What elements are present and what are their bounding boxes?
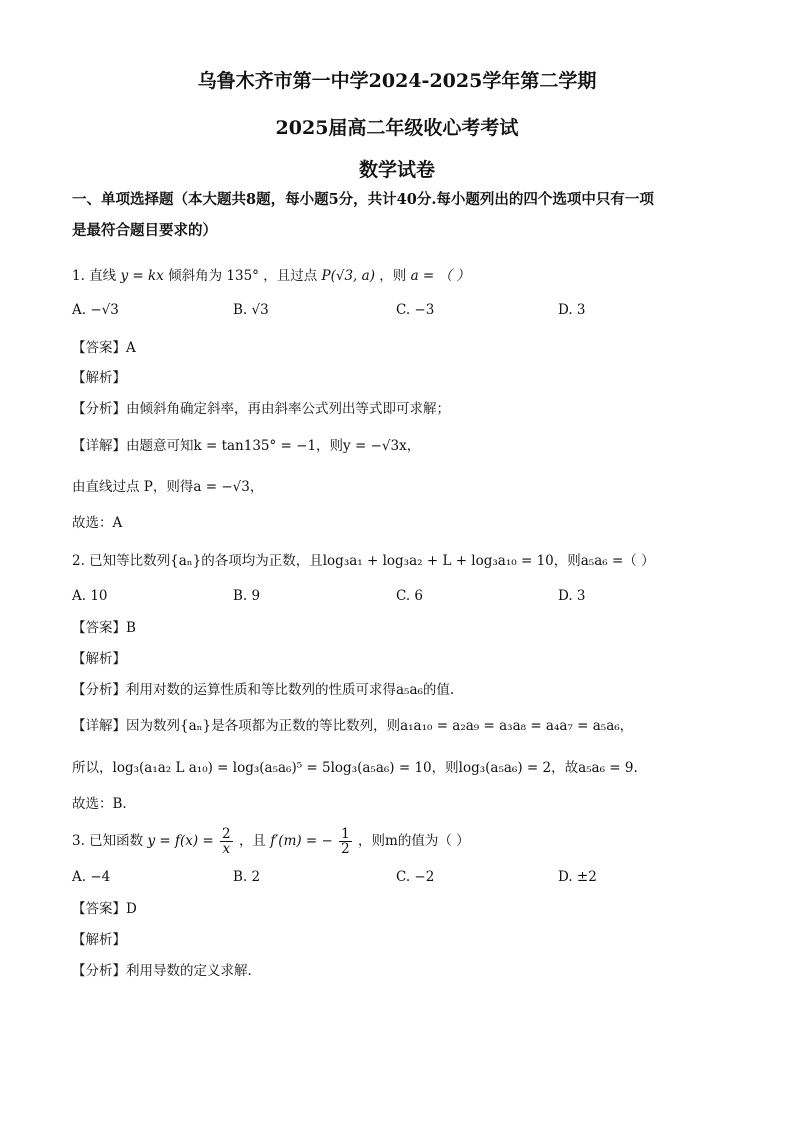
q2-analysis-tag: 【解析】: [72, 651, 126, 667]
section-heading-line-1: 一、单项选择题（本大题共8题，每小题5分，共计40分.每小题列出的四个选项中只有一项: [72, 191, 654, 208]
q1-fenxi-text: 由倾斜角确定斜率，再由斜率公式列出等式即可求解；: [126, 401, 450, 417]
q1-xiangjie-tag: 【详解】: [72, 438, 126, 454]
q3-fenxi-tag: 【分析】: [72, 963, 126, 979]
q3-option-b: B. 2: [233, 869, 261, 885]
q1-stem-num: 1. 直线: [72, 268, 117, 284]
q3-option-c: C. −2: [396, 869, 435, 885]
section-heading-line-2: 是最符合题目要求的）: [72, 222, 217, 239]
q3-frac2-num: 1: [341, 826, 350, 842]
q1-answer-tag: 【答案】: [72, 340, 126, 356]
q3-frac1-den: x: [222, 841, 231, 857]
q1-fenxi: [72, 399, 450, 419]
q3-answer-value: D: [126, 901, 137, 917]
q3-stem-expr: y = f(x) =: [147, 833, 214, 849]
q2-fenxi-text: 利用对数的运算性质和等比数列的性质可求得a₅a₆的值.: [126, 682, 455, 698]
q1-fenxi-tag: 【分析】: [72, 401, 126, 417]
q2-detail-line-2: 所以，log₃(a₁a₂ L a₁₀) = log₃(a₅a₆)⁵ = 5log₃(a₅a₆) = 10，则log₃(a₅a₆) = 2，故a₅a₆ = 9.: [72, 760, 638, 776]
q3-frac2-den: 2: [341, 841, 350, 857]
q1-xiangjie: [72, 436, 420, 456]
q1-option-b: B. √3: [233, 302, 269, 318]
q1-analysis-tag: 【解析】: [72, 370, 126, 386]
q2-choice: 故选：B.: [72, 796, 127, 812]
q2-option-d: D. 3: [558, 588, 586, 604]
q2-option-b: B. 9: [233, 588, 261, 604]
q1-stem-point: P(√3, a): [321, 268, 375, 284]
q2-answer-value: B: [126, 620, 136, 636]
q2-fenxi-tag: 【分析】: [72, 682, 126, 698]
q3-answer: [72, 899, 137, 919]
q1-stem-ask: a = （ ）: [410, 268, 470, 284]
q2-answer-tag: 【答案】: [72, 620, 126, 636]
q3-stem-num: 3. 已知函数: [72, 833, 144, 849]
q3-fenxi-text: 利用导数的定义求解.: [126, 963, 252, 979]
q1-xiangjie-text: 由题意可知k = tan135° = −1，则y = −√3x，: [126, 438, 421, 454]
q1-answer: [72, 338, 136, 358]
q3-stem-expr2: f′(m) = −: [270, 833, 333, 849]
q3-frac1-num: 2: [222, 826, 231, 842]
q1-option-c: C. −3: [396, 302, 435, 318]
q3-stem: [72, 826, 470, 856]
q2-xiangjie-text: 因为数列{aₙ}是各项都为正数的等比数列，则a₁a₁₀ = a₂a₉ = a₃a₈ = a₄a₇ = a₅a₆，: [126, 718, 634, 734]
q1-option-d: D. 3: [558, 302, 586, 318]
q3-option-d: D. ±2: [558, 869, 597, 885]
q2-answer: [72, 618, 136, 638]
q1-stem-angle: 135°: [226, 268, 259, 284]
q2-stem: 2. 已知等比数列{aₙ}的各项均为正数，且log₃a₁ + log₃a₂ + L + log₃a₁₀ = 10，则a₅a₆ =（ ）: [72, 553, 655, 569]
q1-choice: 故选：A: [72, 515, 123, 531]
q2-fenxi: [72, 680, 454, 700]
q2-xiangjie-tag: 【详解】: [72, 718, 126, 734]
q3-analysis-tag: 【解析】: [72, 932, 126, 948]
q1-stem-t2: ，且过点: [263, 268, 318, 284]
q1-stem: [72, 266, 470, 286]
q3-answer-tag: 【答案】: [72, 901, 126, 917]
q3-fraction-2: [339, 827, 352, 856]
q3-option-a: A. −4: [72, 869, 111, 885]
q1-option-a: A. −√3: [72, 302, 119, 318]
title-line-3: 数学试卷: [358, 159, 435, 181]
q1-stem-t1: 倾斜角为: [168, 268, 223, 284]
title-line-1: 乌鲁木齐市第一中学2024-2025学年第二学期: [197, 70, 597, 92]
q3-stem-t1: ，且: [238, 833, 266, 849]
q2-option-a: A. 10: [72, 588, 108, 604]
title-line-2: 2025届高二年级收心考考试: [275, 117, 519, 139]
q1-stem-t3: ，则: [379, 268, 407, 284]
q3-stem-t2: ，则m的值为（ ）: [358, 833, 470, 849]
q2-option-c: C. 6: [396, 588, 424, 604]
q1-stem-expr: y = kx: [120, 268, 164, 284]
q1-answer-value: A: [126, 340, 136, 356]
q2-xiangjie: [72, 716, 633, 736]
q3-fraction-1: [220, 827, 233, 856]
q1-detail-line-2: 由直线过点 P，则得a = −√3，: [72, 479, 264, 495]
q3-fenxi: [72, 961, 252, 981]
